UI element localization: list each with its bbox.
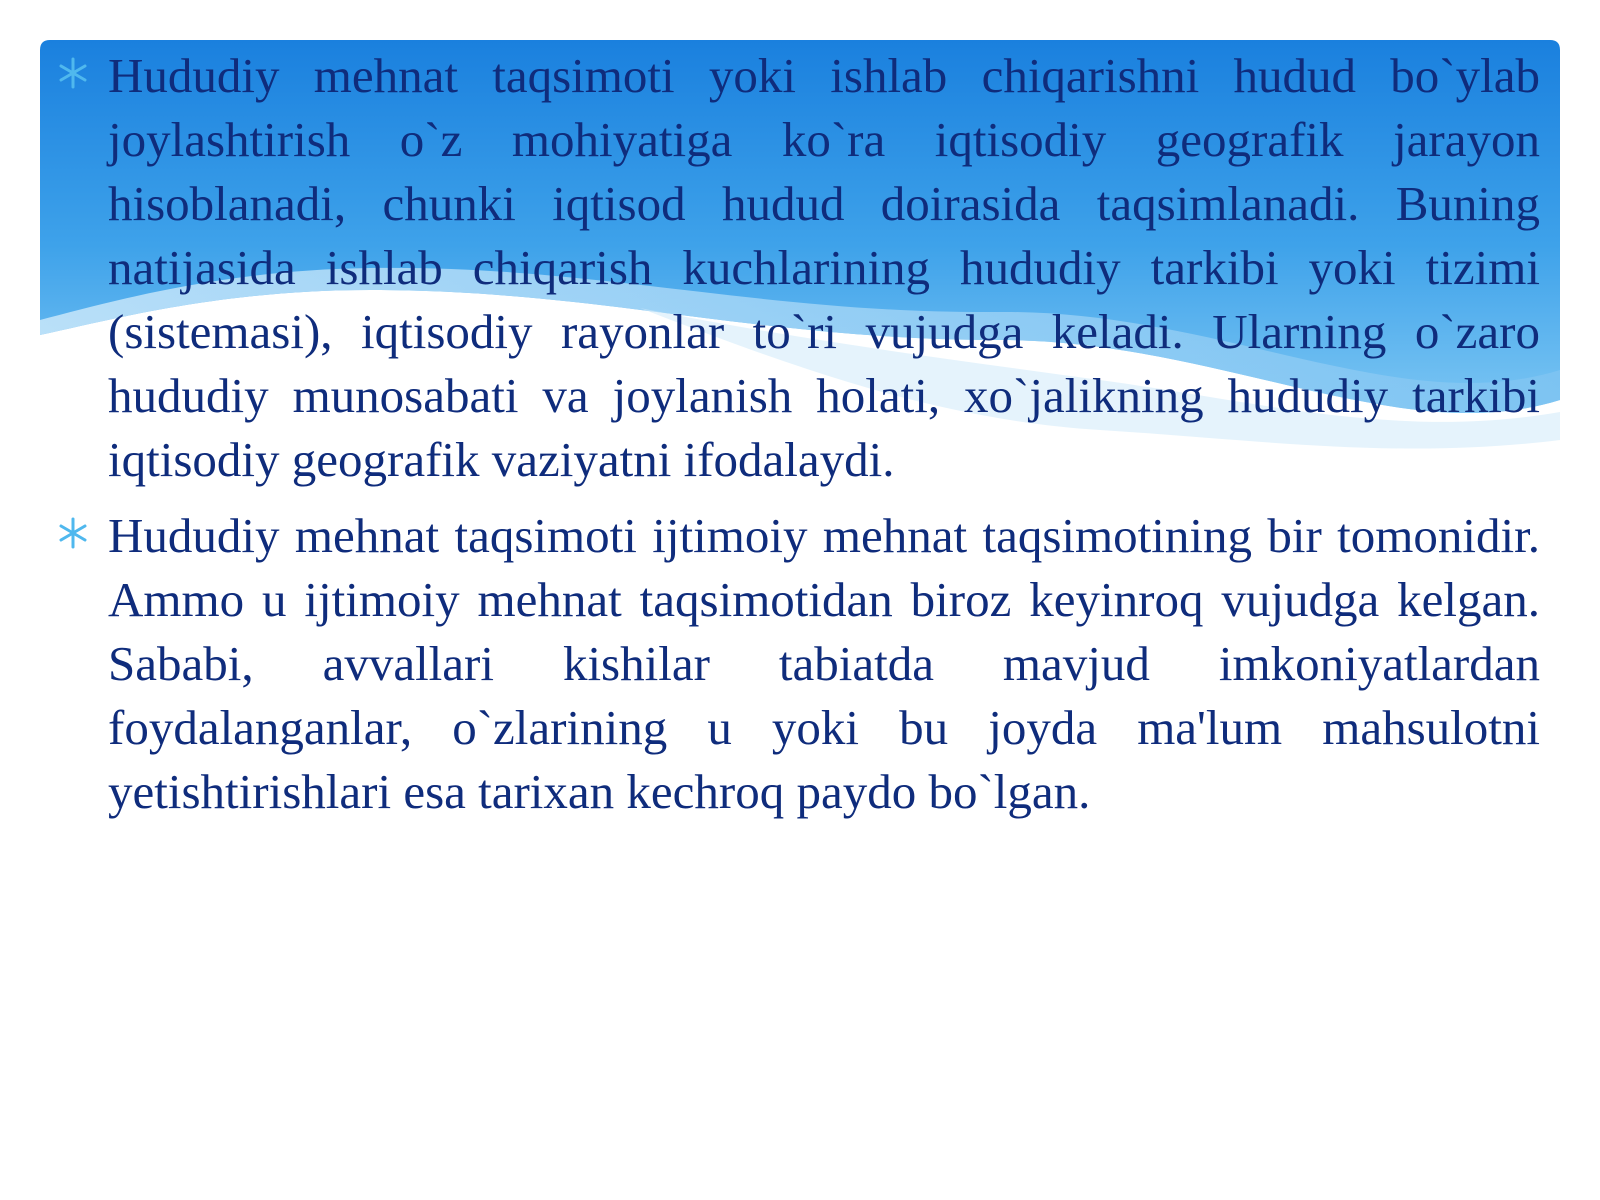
asterisk-bullet-icon	[56, 516, 90, 550]
bullet-list	[56, 44, 1540, 836]
bullet-paragraph	[56, 504, 1540, 824]
asterisk-bullet-icon	[56, 56, 90, 90]
bullet-paragraph	[56, 44, 1540, 492]
paragraph-text: Hududiy mehnat taqsimoti ijtimoiy mehnat taqsimotining bir tomonidir. Ammo u ijtimoiy mehnat taqsimotidan biroz keyinroq vujudga kelgan. Sababi, avvallari kishilar tabiatda mavjud imkoniyatlardan foydalanganlar, o`zlarining u yoki bu joyda ma'lum mahsulotni yetishtirishlari esa tarixan kechroq paydo bo`lgan.	[108, 508, 1540, 819]
paragraph-text: Hududiy mehnat taqsimoti yoki ishlab chiqarishni hudud bo`ylab joylashtirish o`z mohiyatiga ko`ra iqtisodiy geografik jarayon hisoblanadi, chunki iqtisod hudud doirasida taqsimlanadi. Buning natijasida ishlab chiqarish kuchlarining hududiy tarkibi yoki tizimi (sistemasi), iqtisodiy rayonlar to`ri vujudga keladi. Ularning o`zaro hududiy munosabati va joylanish holati, xo`jalikning hududiy tarkibi iqtisodiy geografik vaziyatni ifodalaydi.	[108, 48, 1540, 487]
